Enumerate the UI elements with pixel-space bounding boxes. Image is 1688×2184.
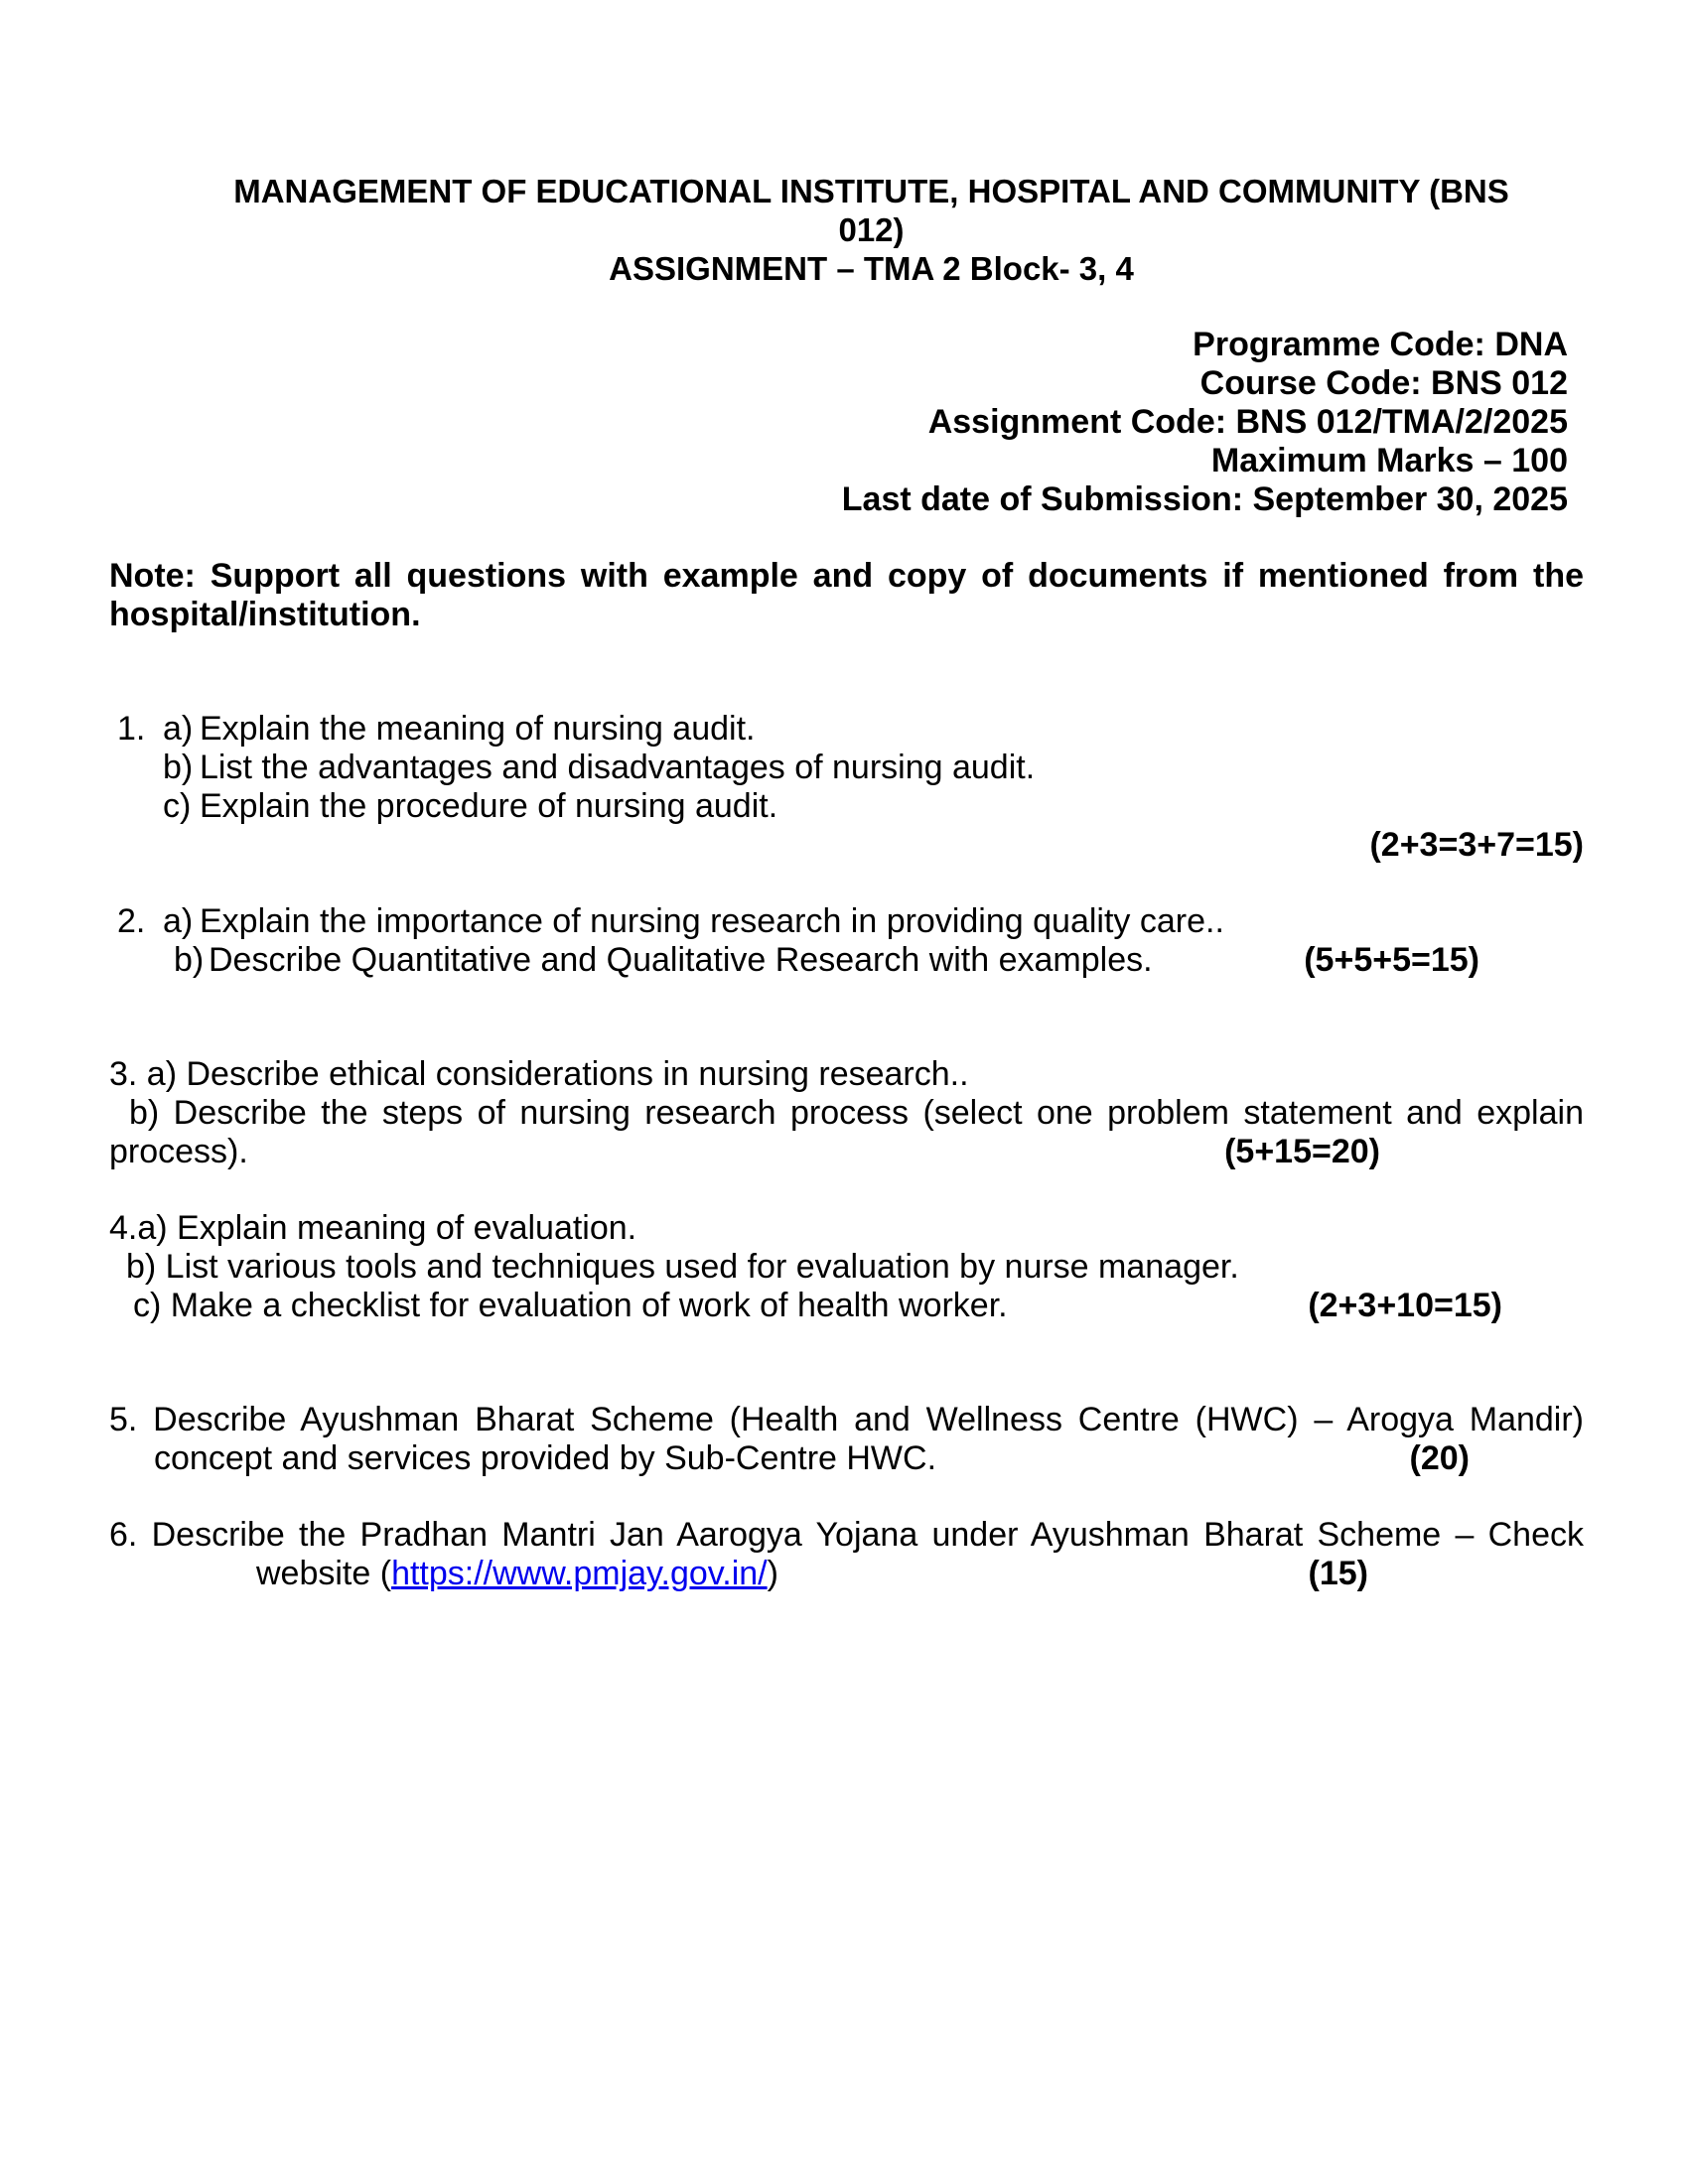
question-4-line-2: b) List various tools and techniques used for evaluation by nurse manager. bbox=[126, 1248, 1239, 1286]
question-2 bbox=[109, 902, 1584, 980]
question-3 bbox=[109, 1055, 1584, 1171]
question-6-marks: (15) bbox=[1308, 1555, 1368, 1592]
question-3-marks: (5+15=20) bbox=[1224, 1133, 1380, 1170]
item-text: website ( bbox=[256, 1555, 392, 1592]
maximum-marks: Maximum Marks – 100 bbox=[1210, 442, 1568, 479]
course-meta-block bbox=[109, 326, 1584, 519]
course-code: Course Code: BNS 012 bbox=[1199, 364, 1568, 402]
question-5 bbox=[109, 1401, 1584, 1478]
item-text: Explain the procedure of nursing audit. bbox=[200, 787, 778, 825]
question-4-line-3 bbox=[109, 1287, 1584, 1325]
document-title bbox=[159, 172, 1584, 288]
last-date-of-submission: Last date of Submission: September 30, 2025 bbox=[841, 480, 1568, 518]
question-6 bbox=[109, 1516, 1584, 1593]
title-line-3: ASSIGNMENT – TMA 2 Block- 3, 4 bbox=[609, 250, 1134, 287]
question-5-line-1: 5. Describe Ayushman Bharat Scheme (Health and Wellness Centre (HWC) – Arogya Mandir) bbox=[109, 1401, 1584, 1438]
item-letter: c) bbox=[163, 787, 192, 825]
title-line-2: 012) bbox=[838, 211, 905, 248]
item-text: ) bbox=[767, 1555, 778, 1592]
question-6-line-2 bbox=[109, 1555, 1584, 1593]
pmjay-link[interactable]: https://www.pmjay.gov.in/ bbox=[391, 1555, 768, 1592]
question-3-line-2: b) Describe the steps of nursing research process (select one problem statement and explain bbox=[129, 1094, 1584, 1132]
item-text: Explain the importance of nursing research in providing quality care.. bbox=[200, 902, 1224, 940]
question-3-line-3 bbox=[109, 1133, 1584, 1171]
item-text: Describe Quantitative and Qualitative Research with examples. bbox=[209, 941, 1153, 979]
item-letter: a) bbox=[163, 710, 194, 748]
question-4-line-1: 4.a) Explain meaning of evaluation. bbox=[109, 1209, 637, 1247]
programme-code: Programme Code: DNA bbox=[1193, 326, 1568, 363]
note-line-1: Note: Support all questions with example and copy of documents if mentioned from the bbox=[109, 557, 1584, 595]
item-text: process). bbox=[109, 1133, 248, 1170]
item-text: List the advantages and disadvantages of nursing audit. bbox=[200, 749, 1036, 786]
question-1-item-a bbox=[109, 710, 1584, 749]
note-paragraph bbox=[109, 557, 1584, 634]
question-5-marks: (20) bbox=[1409, 1439, 1470, 1477]
document-content bbox=[109, 172, 1584, 1593]
item-letter: b) bbox=[163, 749, 194, 786]
question-2-item-b bbox=[109, 941, 1584, 980]
question-2-item-a bbox=[109, 902, 1584, 941]
question-1-marks: (2+3=3+7=15) bbox=[1369, 826, 1584, 864]
note-line-2: hospital/institution. bbox=[109, 596, 421, 633]
title-line-1: MANAGEMENT OF EDUCATIONAL INSTITUTE, HOSPITAL AND COMMUNITY (BNS bbox=[233, 173, 1509, 209]
assignment-code: Assignment Code: BNS 012/TMA/2/2025 bbox=[927, 403, 1568, 441]
question-2-marks: (5+5+5=15) bbox=[1304, 941, 1479, 979]
item-text: Explain the meaning of nursing audit. bbox=[200, 710, 756, 748]
item-letter: b) bbox=[174, 941, 205, 979]
question-4 bbox=[109, 1209, 1584, 1325]
question-2-number: 2. bbox=[117, 902, 146, 940]
question-3-line-1: 3. a) Describe ethical considerations in nursing research.. bbox=[109, 1055, 969, 1093]
item-letter: a) bbox=[163, 902, 194, 940]
question-1 bbox=[109, 710, 1584, 865]
question-4-marks: (2+3+10=15) bbox=[1308, 1287, 1502, 1324]
question-1-item-c bbox=[109, 787, 1584, 826]
item-text: c) Make a checklist for evaluation of work of health worker. bbox=[133, 1287, 1008, 1324]
question-1-number: 1. bbox=[117, 710, 146, 748]
question-6-line-1: 6. Describe the Pradhan Mantri Jan Aarogya Yojana under Ayushman Bharat Scheme – Check bbox=[109, 1516, 1584, 1554]
item-text: concept and services provided by Sub-Centre HWC. bbox=[154, 1439, 937, 1477]
question-5-line-2 bbox=[109, 1439, 1584, 1478]
question-1-item-b bbox=[109, 749, 1584, 787]
